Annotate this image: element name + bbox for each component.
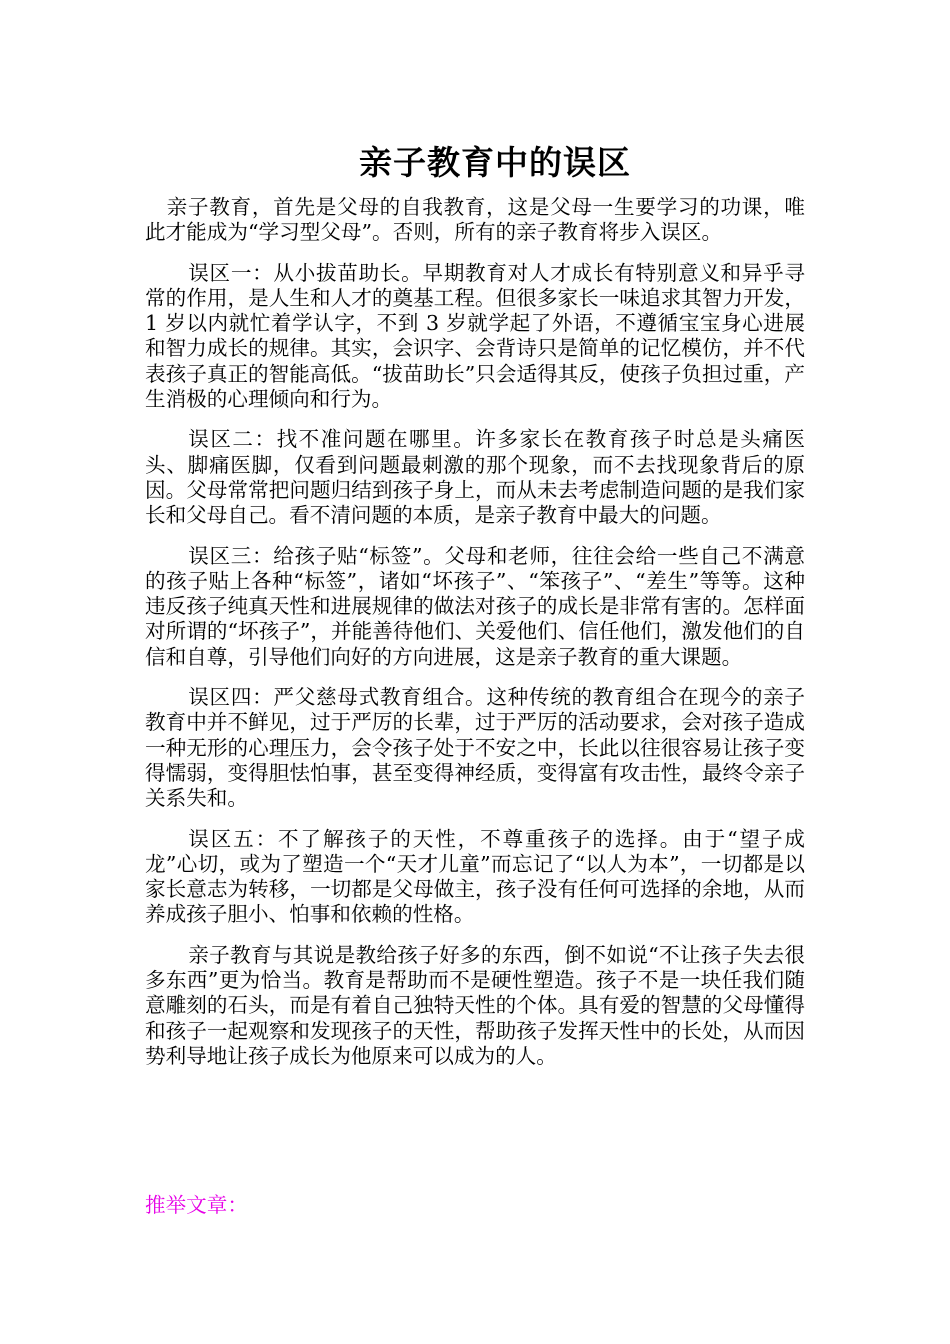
page-title: 亲子教育中的误区	[359, 143, 631, 182]
paragraph-conclusion: 亲子教育与其说是教给孩子好多的东西，倒不如说“不让孩子失去很多东西”更为恰当。教育是帮助而不是硬性塑造。孩子不是一块任我们随意雕刻的石头，而是有着自己独特天性的个体。具有爱的智慧的父母懂得和孩子一起观察和发现孩子的天性，帮助孩子发挥天性中的长处，从而因势利导地让孩子成长为他原来可以成为的人。	[145, 942, 805, 1068]
article-body	[145, 195, 805, 1084]
paragraph-misconception-4: 误区四：严父慈母式教育组合。这种传统的教育组合在现今的亲子教育中并不鲜见，过于严厉的长辈，过于严厉的活动要求，会对孩子造成一种无形的心理压力，会令孩子处于不安之中，长此以往很容易让孩子变得懦弱，变得胆怯怕事，甚至变得神经质，变得富有攻击性，最终令亲子关系失和。	[145, 685, 805, 811]
paragraph-misconception-2: 误区二：找不准问题在哪里。许多家长在教育孩子时总是头痛医头、脚痛医脚，仅看到问题最刺激的那个现象，而不去找现象背后的原因。父母常常把问题归结到孩子身上，而从未去考虑制造问题的是我们家长和父母自己。看不清问题的本质，是亲子教育中最大的问题。	[145, 427, 805, 528]
paragraph-misconception-3: 误区三：给孩子贴“标签”。父母和老师，往往会给一些自己不满意的孩子贴上各种“标签”，诸如“坏孩子”、“笨孩子”、“差生”等等。这种违反孩子纯真天性和进展规律的做法对孩子的成长是非常有害的。怎样面对所谓的“坏孩子”，并能善待他们、关爱他们、信任他们，激发他们的自信和自尊，引导他们向好的方向进展，这是亲子教育的重大课题。	[145, 543, 805, 669]
recommend-articles-label: 推举文章：	[145, 1193, 248, 1217]
intro-paragraph: 亲子教育，首先是父母的自我教育，这是父母一生要学习的功课，唯此才能成为“学习型父母”。否则，所有的亲子教育将步入误区。	[145, 195, 805, 245]
paragraph-misconception-5: 误区五：不了解孩子的天性，不尊重孩子的选择。由于“望子成龙”心切，或为了塑造一个“天才儿童”而忘记了“以人为本”，一切都是以家长意志为转移，一切都是父母做主，孩子没有任何可选择的余地，从而养成孩子胆小、怕事和依赖的性格。	[145, 826, 805, 927]
paragraph-misconception-1: 误区一：从小拔苗助长。早期教育对人才成长有特别意义和异乎寻常的作用，是人生和人才的奠基工程。但很多家长一味追求其智力开发，1 岁以内就忙着学认字，不到 3 岁就学起了外语，不遵循宝宝身心进展和智力成长的规律。其实，会识字、会背诗只是简单的记忆模仿，并不代表孩子真正的智能高低。“拔苗助长”只会适得其反，使孩子负担过重，产生消极的心理倾向和行为。	[145, 260, 805, 412]
